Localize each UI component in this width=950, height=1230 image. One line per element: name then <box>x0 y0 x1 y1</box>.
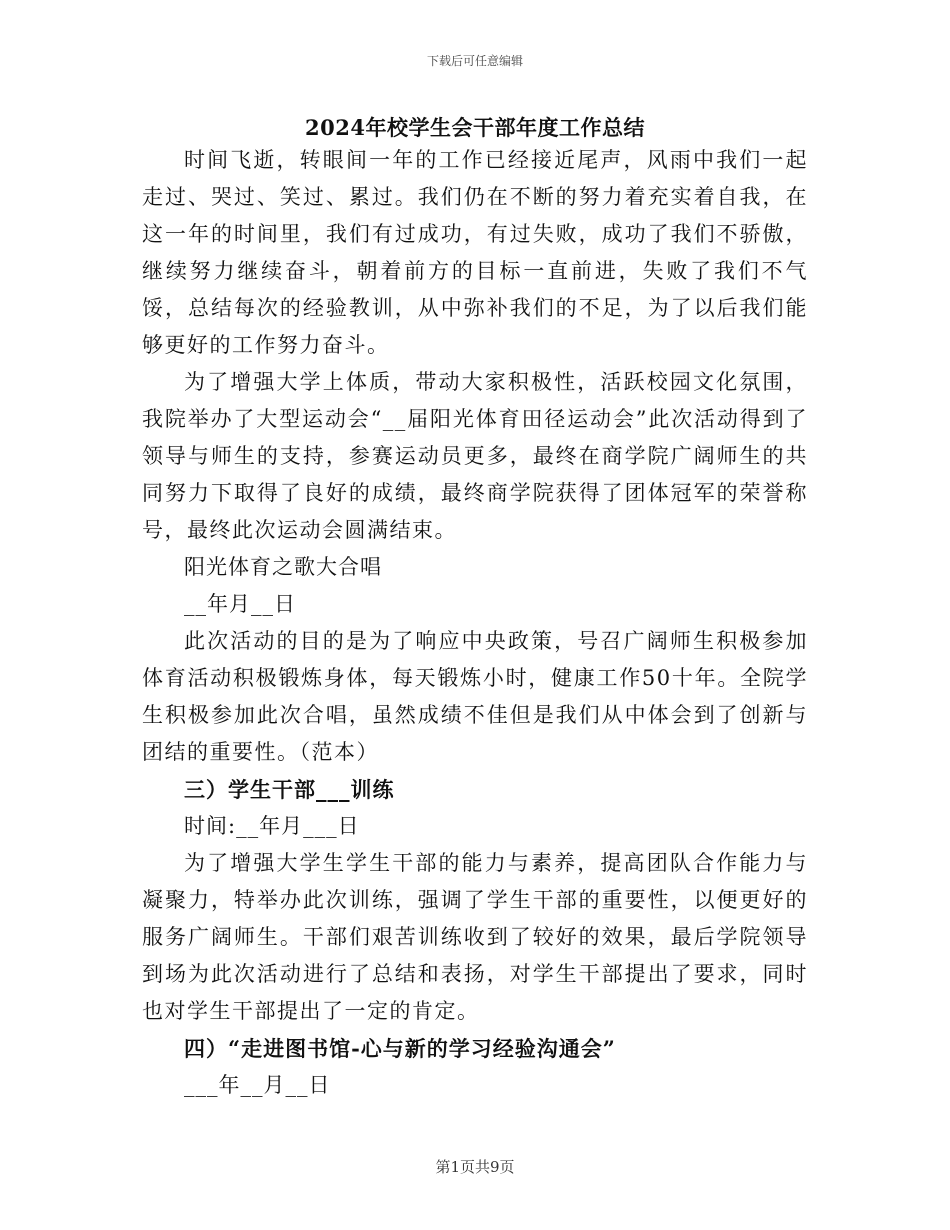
paragraph-intro: 时间飞逝，转眼间一年的工作已经接近尾声，风雨中我们一起走过、哭过、笑过、累过。我们仍在不断的努力着充实着自我，在这一年的时间里，我们有过成功，有过失败，成功了我们不骄傲，继续努力继续奋斗，朝着前方的目标一直前进，失败了我们不气馁，总结每次的经验教训，从中弥补我们的不足，为了以后我们能够更好的工作努力奋斗。 <box>142 148 808 357</box>
section-heading-library: 四）“走进图书馆-心与新的学习经验沟通会” <box>184 1036 616 1061</box>
paragraph-sports-meet: 为了增强大学上体质，带动大家积极性，活跃校园文化氛围，我院举办了大型运动会“__届阳光体育田径运动会”此次活动得到了领导与师生的支持，参赛运动员更多，最终在商学院广阔师生的共同努力下取得了良好的成绩，最终商学院获得了团体冠军的荣誉称号，最终此次运动会圆满结束。 <box>142 370 808 542</box>
event-title-chorus: 阳光体育之歌大合唱 <box>184 555 382 579</box>
page-number: 第1页共9页 <box>435 1158 515 1176</box>
page-header-note: 下载后可任意编辑 <box>426 54 523 68</box>
event-date-library: ___年__月__日 <box>184 1073 331 1097</box>
section-heading-training: 三）学生干部___训练 <box>184 777 395 802</box>
event-date-training: 时间:__年月___日 <box>184 814 360 838</box>
paragraph-chorus: 此次活动的目的是为了响应中央政策，号召广阔师生积极参加体育活动积极锻炼身体，每天锻炼小时，健康工作50十年。全院学生积极参加此次合唱，虽然成绩不佳但是我们从中体会到了创新与团结的重要性。（范本） <box>142 629 808 764</box>
event-date-chorus: __年月__日 <box>184 592 296 616</box>
paragraph-training: 为了增强大学生学生干部的能力与素养，提高团队合作能力与凝聚力，特举办此次训练，强调了学生干部的重要性，以便更好的服务广阔师生。干部们艰苦训练收到了较好的效果，最后学院领导到场为此次活动进行了总结和表扬，对学生干部提出了要求，同时也对学生干部提出了一定的肯定。 <box>142 851 808 1023</box>
document-title: 2024年校学生会干部年度工作总结 <box>305 115 645 140</box>
document-body <box>142 142 808 1104</box>
